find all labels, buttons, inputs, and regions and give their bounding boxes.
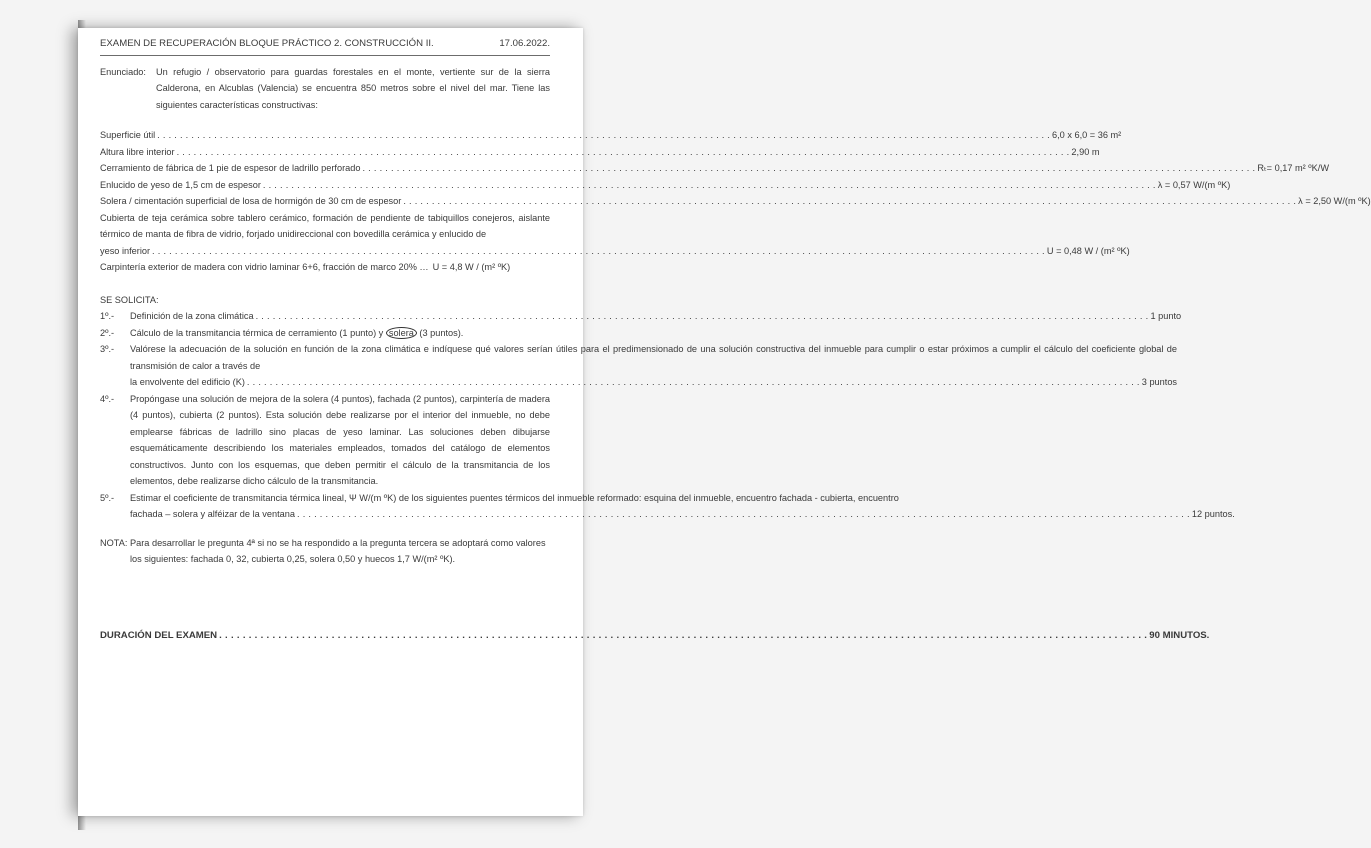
question-item	[100, 490, 1235, 523]
enunciado-label: Enunciado:	[100, 66, 146, 77]
property-label: Altura libre interior	[100, 146, 175, 157]
property-value: λ = 0,57 W/(m ºK)	[1157, 179, 1231, 190]
question-text: Cálculo de la transmitancia térmica de cerramiento (1 punto) y	[130, 327, 386, 338]
property-value: λ = 2,50 W/(m ºK)	[1298, 196, 1371, 206]
nota-text: Para desarrollar le pregunta 4ª si no se ha respondido a la pregunta tercera se adoptará como valores los siguientes: fachada 0, 32, cubierta 0,25, solera 0,50 y huecos 1,7 W/(m² ºK).	[130, 537, 546, 564]
question-body	[130, 341, 1177, 391]
property-row	[100, 144, 1100, 161]
leader-dots	[219, 628, 1147, 645]
duracion-row	[100, 628, 1210, 645]
solicita-section	[100, 292, 1235, 523]
leader-dots	[263, 177, 1156, 194]
property-label: Enlucido de yeso de 1,5 cm de espesor	[100, 179, 261, 190]
cubierta-text: Cubierta de teja cerámica sobre tablero cerámico, formación de pendiente de tabiquillos conejeros, aislante térmico de manta de fibra de vidrio, forjado unidireccional con bovedilla cerámica y enlucido de	[100, 212, 550, 239]
question-body	[130, 308, 1181, 325]
property-value: 2,90 m	[1071, 146, 1100, 157]
enunciado	[100, 64, 550, 114]
question-text: Definición de la zona climática	[130, 311, 254, 321]
property-label: Superficie útil	[100, 130, 156, 140]
nota	[100, 535, 550, 568]
question-item	[100, 341, 1178, 391]
leader-dots	[362, 160, 1255, 177]
document-content	[100, 36, 1371, 644]
property-value: Rₜ= 0,17 m² ºK/W	[1257, 163, 1329, 173]
circled-word: solera	[386, 327, 417, 339]
exam-date: 17.06.2022.	[499, 38, 550, 49]
question-text: la envolvente del edificio (K)	[130, 377, 245, 387]
property-row	[100, 160, 1329, 177]
property-label: Carpintería exterior de madera con vidrio laminar 6+6, fracción de marco 20% …	[100, 262, 429, 272]
question-number: 5º.-	[100, 492, 115, 503]
question-text: (3 puntos).	[416, 327, 464, 338]
question-points: 3 puntos	[1141, 377, 1178, 387]
property-label: Solera / cimentación superficial de losa de hormigón de 30 cm de espesor	[100, 196, 402, 206]
property-row	[100, 243, 1130, 260]
enunciado-text: Un refugio / observatorio para guardas forestales en el monte, vertiente sur de la sierra Calderona, en Alcublas (Valencia) se encuentra 850 metros sobre el nivel del mar. Tiene las siguientes características constructivas:	[156, 66, 550, 110]
duracion-value: 90 MINUTOS.	[1149, 629, 1210, 641]
document-header	[100, 36, 550, 56]
property-row	[100, 177, 1231, 194]
properties-list	[100, 127, 1371, 276]
property-value: U = 0,48 W / (m² ºK)	[1046, 245, 1130, 256]
property-row	[100, 259, 550, 276]
question-text: Estimar el coeficiente de transmitancia térmica lineal, Ψ W/(m ºK) de los siguientes puentes térmicos del inmueble reformado: esquina del inmueble, encuentro fachada - cubierta, encuentro	[130, 492, 899, 503]
property-value: 6,0 x 6,0 = 36 m²	[1052, 130, 1122, 140]
question-number: 4º.-	[100, 393, 115, 404]
question-points: 12 puntos.	[1191, 509, 1235, 519]
leader-dots	[157, 127, 1050, 144]
leader-dots	[403, 193, 1296, 210]
property-value: U = 4,8 W / (m² ºK)	[432, 262, 511, 272]
question-points-row	[130, 374, 1177, 391]
question-item	[100, 391, 550, 490]
nota-label: NOTA:	[100, 537, 128, 548]
leader-dots	[256, 308, 1149, 325]
question-number: 3º.-	[100, 344, 115, 354]
leader-dots	[177, 144, 1070, 161]
property-label: Cerramiento de fábrica de 1 pie de espesor de ladrillo perforado	[100, 163, 361, 173]
duracion-label: DURACIÓN DEL EXAMEN	[100, 629, 218, 641]
property-row	[100, 193, 1371, 210]
question-body	[130, 490, 1235, 523]
solicita-title: SE SOLICITA:	[100, 294, 159, 305]
property-label: yeso inferior	[100, 245, 151, 256]
question-item	[100, 308, 1182, 325]
question-number: 2º.-	[100, 327, 115, 338]
leader-dots	[152, 243, 1045, 260]
question-text: Valórese la adecuación de la solución en función de la zona climática e indíquese qué valores serían útiles para el predimensionado de una solución constructiva del inmueble para cumplir o estar próximos a cumplir el cálculo del coeficiente global de transmisión de calor a través de	[130, 344, 1178, 371]
question-item	[100, 325, 550, 342]
question-points-row	[130, 506, 1235, 523]
question-number: 1º.-	[100, 311, 115, 321]
question-body	[130, 325, 550, 342]
question-points: 1 punto	[1150, 311, 1182, 321]
leader-dots	[247, 374, 1140, 391]
question-text: Propóngase una solución de mejora de la solera (4 puntos), fachada (2 puntos), carpintería de madera (4 puntos), cubierta (2 puntos). Esta solución debe realizarse por el interior del inmueble, no debe emplearse fábricas de ladrillo sino placas de yeso laminar. Las soluciones deben dibujarse esquemáticamente describiendo los materiales empleados, tomados del catálogo de elementos constructivos. Junto con los esquemas, que deben permitir el cálculo de la transmitancia de los elementos, debe realizarse dicho cálculo de la transmitancia.	[130, 393, 550, 486]
leader-dots	[297, 506, 1190, 523]
property-row	[100, 127, 1122, 144]
question-text: fachada – solera y alféizar de la ventana	[130, 509, 295, 519]
exam-title: EXAMEN DE RECUPERACIÓN BLOQUE PRÁCTICO 2. CONSTRUCCIÓN II.	[100, 38, 434, 49]
